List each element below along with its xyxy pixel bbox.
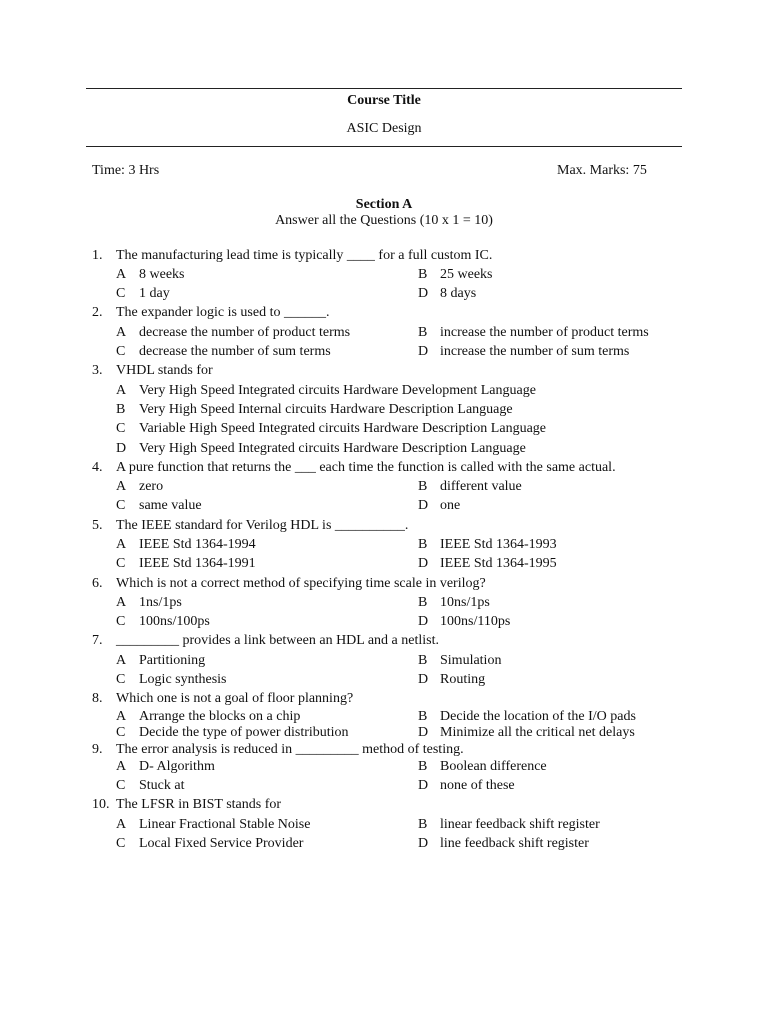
question-text: Which is not a correct method of specifying time scale in verilog? <box>116 576 486 591</box>
option-text: increase the number of product terms <box>440 325 649 340</box>
option-text: Simulation <box>440 653 502 668</box>
option-letter: A <box>116 653 127 668</box>
option-letter: C <box>116 498 126 513</box>
option-text: 10ns/1ps <box>440 595 490 610</box>
option-letter: D <box>418 725 429 740</box>
option-letter: C <box>116 778 126 793</box>
option-letter: A <box>116 595 127 610</box>
option-letter: C <box>116 421 126 436</box>
section-instructions: Answer all the Questions (10 x 1 = 10) <box>275 213 493 228</box>
option-text: none of these <box>440 778 515 793</box>
question-text: The IEEE standard for Verilog HDL is __________. <box>116 518 409 533</box>
option-text: increase the number of sum terms <box>440 344 630 359</box>
option-letter: B <box>418 267 428 282</box>
option-text: Very High Speed Internal circuits Hardware Description Language <box>139 402 513 417</box>
option-text: Linear Fractional Stable Noise <box>139 817 311 832</box>
option-text: Partitioning <box>139 653 206 668</box>
option-letter: C <box>116 725 126 740</box>
question-number: 8. <box>92 691 103 706</box>
option-text: IEEE Std 1364-1994 <box>139 537 256 552</box>
option-text: Boolean difference <box>440 759 547 774</box>
option-text: Variable High Speed Integrated circuits Hardware Description Language <box>139 421 547 436</box>
option-letter: B <box>418 709 428 724</box>
course-name: ASIC Design <box>346 121 422 136</box>
option-letter: D <box>418 556 429 571</box>
course-title-label: Course Title <box>347 93 421 108</box>
option-letter: B <box>418 817 428 832</box>
option-text: decrease the number of sum terms <box>139 344 331 359</box>
option-letter: B <box>418 595 428 610</box>
option-letter: D <box>418 498 429 513</box>
option-letter: A <box>116 537 127 552</box>
option-letter: D <box>418 672 429 687</box>
option-text: 8 weeks <box>139 267 185 282</box>
top-rule <box>86 88 682 89</box>
option-text: IEEE Std 1364-1995 <box>440 556 557 571</box>
option-text: IEEE Std 1364-1991 <box>139 556 256 571</box>
option-letter: A <box>116 383 127 398</box>
option-letter: C <box>116 286 126 301</box>
section-title: Section A <box>355 197 413 212</box>
option-text: one <box>440 498 461 513</box>
option-letter: C <box>116 344 126 359</box>
option-text: Decide the location of the I/O pads <box>440 709 636 724</box>
question-number: 6. <box>92 576 103 591</box>
option-letter: A <box>116 759 127 774</box>
option-text: 1 day <box>139 286 170 301</box>
option-text: Decide the type of power distribution <box>139 725 349 740</box>
option-text: line feedback shift register <box>440 836 589 851</box>
option-text: Minimize all the critical net delays <box>440 725 635 740</box>
option-text: 100ns/110ps <box>440 614 511 629</box>
question-text: The expander logic is used to ______. <box>116 305 330 320</box>
option-letter: A <box>116 817 127 832</box>
question-text: VHDL stands for <box>116 363 213 378</box>
option-letter: D <box>116 441 127 456</box>
option-text: Arrange the blocks on a chip <box>139 709 301 724</box>
option-text: 1ns/1ps <box>139 595 182 610</box>
option-letter: D <box>418 778 429 793</box>
option-text: same value <box>139 498 202 513</box>
option-letter: A <box>116 709 127 724</box>
option-text: Logic synthesis <box>139 672 227 687</box>
option-text: linear feedback shift register <box>440 817 600 832</box>
option-letter: C <box>116 614 126 629</box>
option-text: Very High Speed Integrated circuits Hardware Development Language <box>139 383 536 398</box>
option-text: zero <box>139 479 164 494</box>
question-number: 7. <box>92 633 103 648</box>
option-text: 8 days <box>440 286 477 301</box>
question-text: The LFSR in BIST stands for <box>116 797 282 812</box>
question-number: 5. <box>92 518 103 533</box>
option-letter: B <box>418 325 428 340</box>
question-text: _________ provides a link between an HDL and a netlist. <box>116 633 439 648</box>
question-number: 1. <box>92 248 103 263</box>
option-text: Very High Speed Integrated circuits Hardware Description Language <box>139 441 526 456</box>
question-number: 4. <box>92 460 103 475</box>
option-letter: B <box>116 402 126 417</box>
question-number: 3. <box>92 363 103 378</box>
exam-time: Time: 3 Hrs <box>92 163 160 178</box>
option-text: Routing <box>440 672 486 687</box>
option-letter: A <box>116 479 127 494</box>
option-letter: D <box>418 286 429 301</box>
header-rule <box>86 146 682 147</box>
option-text: different value <box>440 479 522 494</box>
option-letter: A <box>116 325 127 340</box>
question-text: The manufacturing lead time is typically ____ for a full custom IC. <box>116 248 493 263</box>
option-letter: B <box>418 759 428 774</box>
option-letter: B <box>418 537 428 552</box>
option-text: IEEE Std 1364-1993 <box>440 537 557 552</box>
option-letter: A <box>116 267 127 282</box>
option-text: D- Algorithm <box>139 759 215 774</box>
option-letter: C <box>116 556 126 571</box>
option-letter: D <box>418 836 429 851</box>
option-letter: D <box>418 344 429 359</box>
option-letter: C <box>116 836 126 851</box>
question-text: The error analysis is reduced in _________ method of testing. <box>116 742 464 757</box>
option-letter: B <box>418 479 428 494</box>
option-letter: B <box>418 653 428 668</box>
option-text: 25 weeks <box>440 267 493 282</box>
option-text: Local Fixed Service Provider <box>139 836 304 851</box>
question-text: Which one is not a goal of floor planning? <box>116 691 354 706</box>
question-number: 9. <box>92 742 103 757</box>
option-text: 100ns/100ps <box>139 614 210 629</box>
question-number: 2. <box>92 305 103 320</box>
option-letter: C <box>116 672 126 687</box>
option-text: Stuck at <box>139 778 185 793</box>
option-letter: D <box>418 614 429 629</box>
option-text: decrease the number of product terms <box>139 325 351 340</box>
question-text: A pure function that returns the ___ each time the function is called with the same actual. <box>116 460 616 475</box>
question-number: 10. <box>92 797 110 812</box>
max-marks: Max. Marks: 75 <box>557 163 647 178</box>
